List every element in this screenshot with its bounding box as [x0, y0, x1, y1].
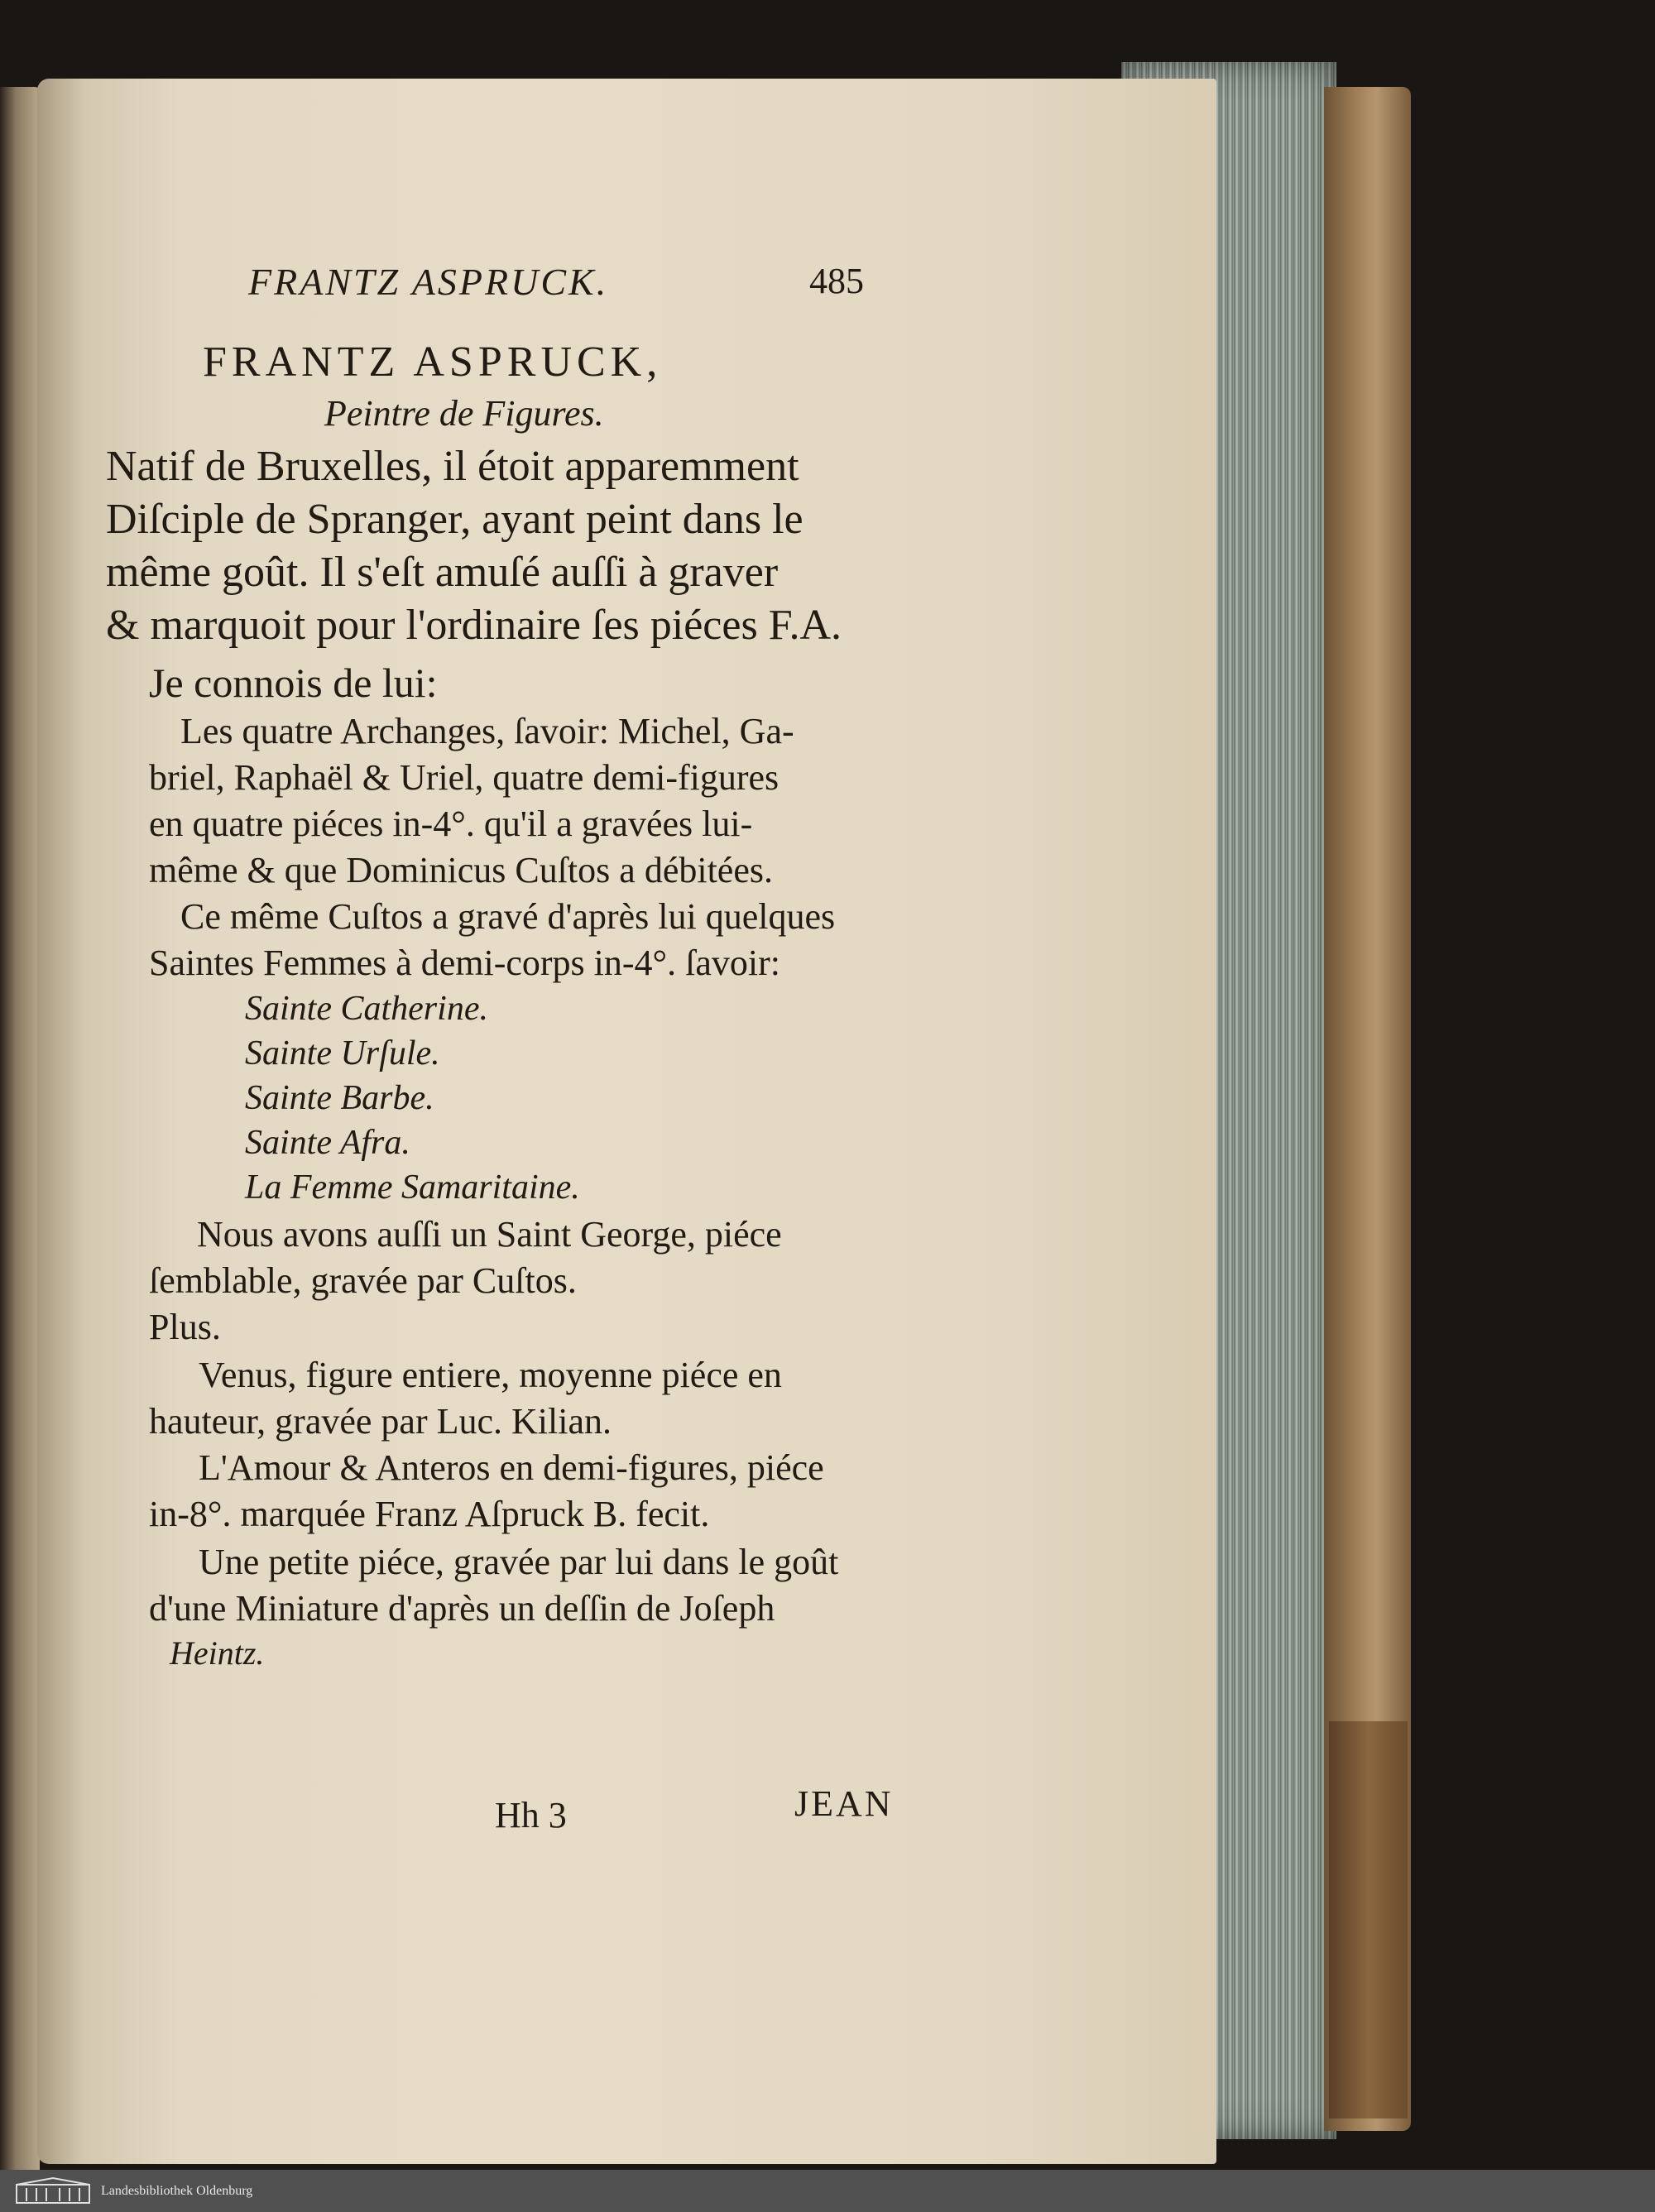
body-line: Je connois de lui: [149, 660, 438, 706]
entry-subtitle: Peintre de Figures. [324, 393, 604, 434]
body-line: in-8°. marquée Franz Aſpruck B. fecit. [149, 1494, 710, 1534]
cover-wear [1329, 1721, 1408, 2118]
page-number: 485 [809, 261, 864, 301]
body-line: Diſciple de Spranger, ayant peint dans le [106, 496, 804, 543]
body-line: Venus, figure entiere, moyenne piéce en [199, 1355, 782, 1395]
body-line: Heintz. [170, 1634, 265, 1672]
book-page [37, 79, 1216, 2164]
footer-bar [0, 2170, 1655, 2212]
facing-page-edge [0, 87, 40, 2170]
body-line: d'une Miniature d'après un deſſin de Joſeph [149, 1588, 775, 1629]
body-line: même & que Dominicus Cuſtos a débitées. [149, 850, 773, 890]
body-line: Les quatre Archanges, ſavoir: Michel, Ga- [180, 711, 794, 751]
body-line: Nous avons auſſi un Saint George, piéce [197, 1214, 782, 1255]
body-line: Ce même Cuſtos a gravé d'après lui quelques [180, 896, 836, 937]
body-line: & marquoit pour l'ordinaire ſes piéces F.A. [106, 602, 842, 649]
body-line: ſemblable, gravée par Cuſtos. [149, 1260, 577, 1301]
footer-label: Landesbibliothek Oldenburg [101, 2183, 253, 2198]
list-item: Sainte Catherine. [245, 990, 488, 1028]
body-line: Saintes Femmes à demi-corps in-4°. ſavoir: [149, 943, 780, 983]
body-line: Plus. [149, 1307, 221, 1347]
list-item: Sainte Urſule. [245, 1034, 440, 1072]
library-building-logo [13, 2176, 93, 2207]
body-line: Natif de Bruxelles, il étoit apparemment [106, 443, 799, 490]
body-line: Une petite piéce, gravée par lui dans le goût [199, 1542, 839, 1582]
body-line: en quatre piéces in-4°. qu'il a gravées lui- [149, 804, 753, 844]
body-line: briel, Raphaël & Uriel, quatre demi-figures [149, 757, 780, 798]
list-item: Sainte Barbe. [245, 1079, 434, 1117]
catchword: JEAN [794, 1783, 894, 1824]
body-line: L'Amour & Anteros en demi-figures, piéce [199, 1447, 824, 1488]
list-item: Sainte Afra. [245, 1124, 410, 1162]
entry-title: FRANTZ ASPRUCK, [203, 338, 663, 386]
body-line: hauteur, gravée par Luc. Kilian. [149, 1401, 612, 1442]
body-line: même goût. Il s'eſt amuſé auſſi à graver [106, 549, 779, 596]
signature-mark: Hh 3 [495, 1795, 567, 1835]
list-item: La Femme Samaritaine. [245, 1168, 580, 1207]
running-head: FRANTZ ASPRUCK. [248, 261, 609, 303]
